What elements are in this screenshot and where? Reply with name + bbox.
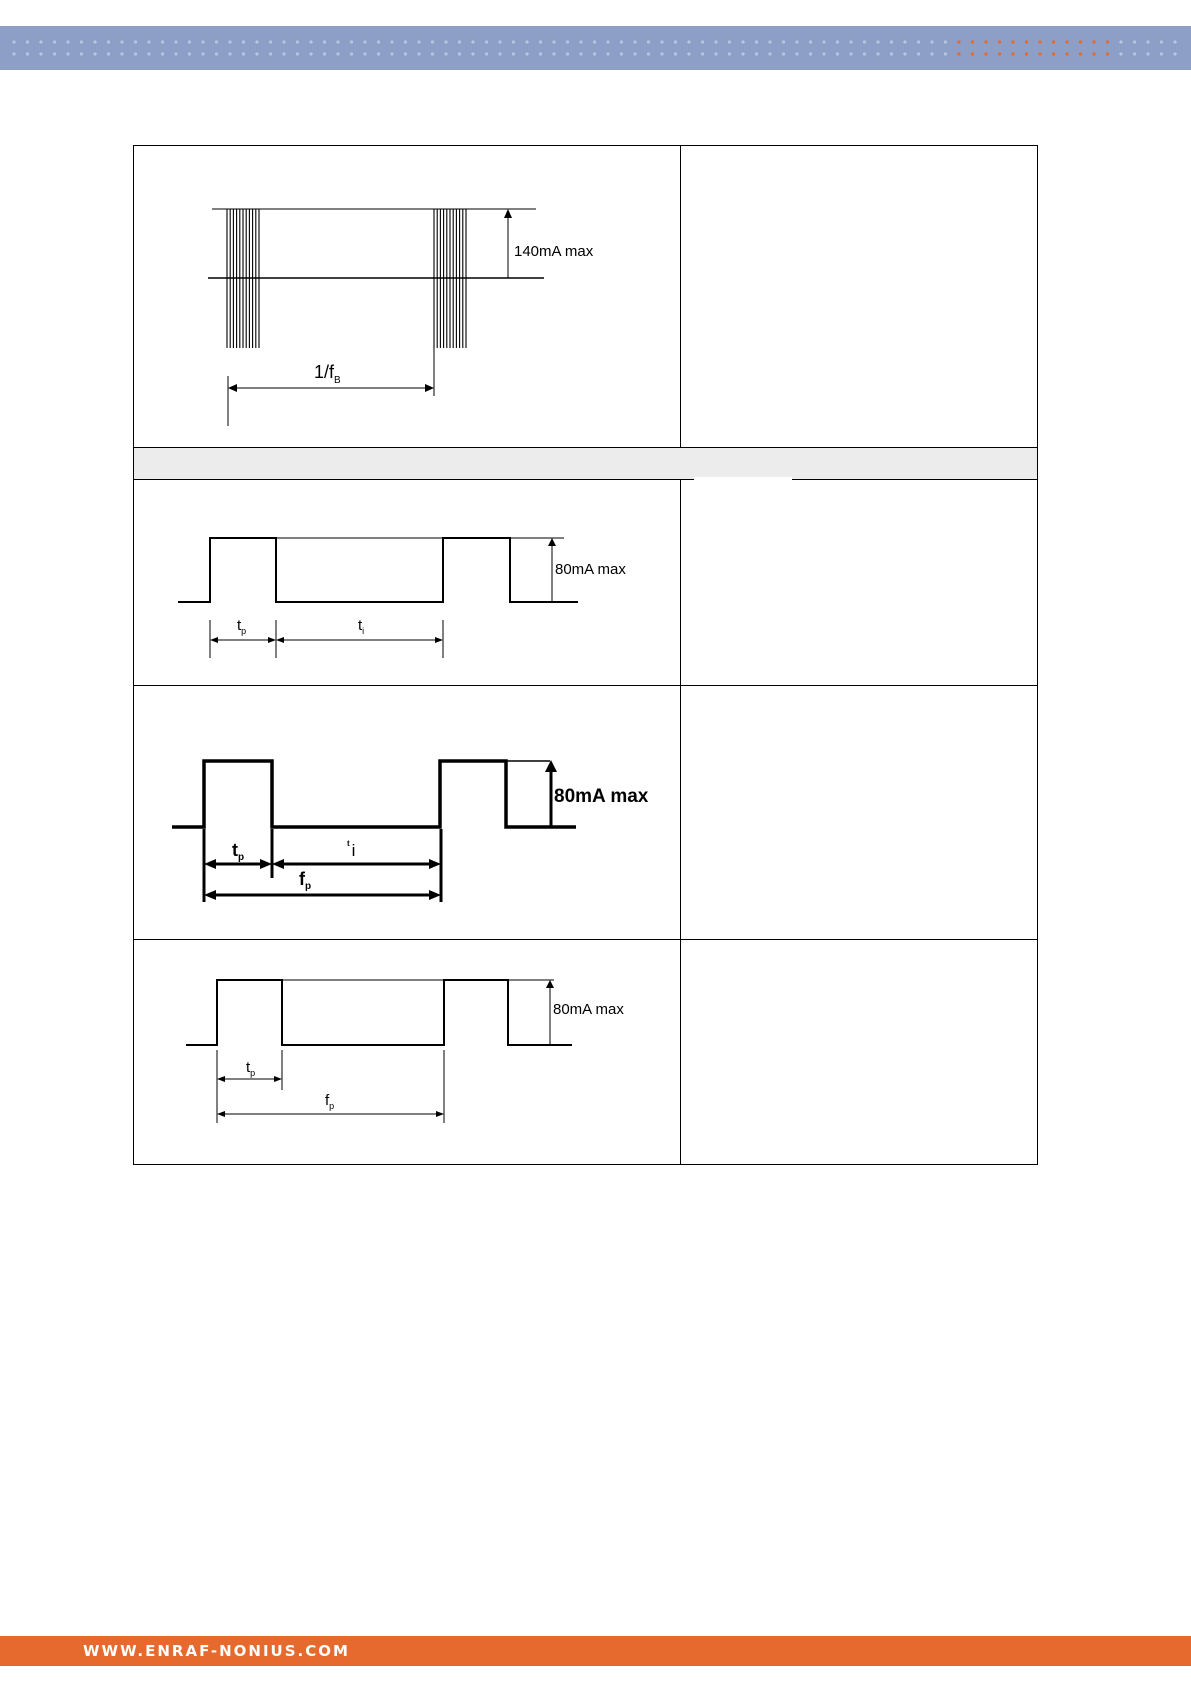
amplitude-label: 80mA max xyxy=(553,1001,624,1018)
burst-waveform-diagram xyxy=(134,146,681,448)
header-dot-pattern xyxy=(0,26,1191,70)
period-label: $1/f_B$ xyxy=(314,362,341,386)
section-band xyxy=(134,448,1037,480)
amplitude-label: 80mA max xyxy=(554,786,649,807)
table-row xyxy=(134,686,1037,940)
description-cell xyxy=(681,940,1037,1164)
pulse-duration-label: $t_p$ xyxy=(237,617,247,636)
interval-label: $t_i$ xyxy=(358,617,365,636)
amplitude-label: 80mA max xyxy=(555,561,626,578)
footer-band xyxy=(0,1636,1191,1666)
pulse-duration-label: $t_p$ xyxy=(246,1059,256,1078)
table-row xyxy=(134,146,1037,448)
amplitude-label: 140mA max xyxy=(514,243,594,260)
table-row xyxy=(134,940,1037,1164)
table-row xyxy=(134,480,1037,686)
description-cell xyxy=(681,686,1037,939)
bold-rectangular-waveform-diagram xyxy=(134,686,681,940)
waveform-cell xyxy=(134,686,681,939)
waveform-cell xyxy=(134,146,681,447)
interval-label: t i xyxy=(347,839,356,860)
frequency-label: $f_p$ xyxy=(325,1092,335,1111)
description-cell xyxy=(681,480,1037,685)
rectangular-waveform-diagram xyxy=(134,480,681,686)
frequency-label: $f_p$ xyxy=(299,869,312,892)
waveform-cell xyxy=(134,940,681,1164)
rectangular-frequency-waveform-diagram xyxy=(134,940,681,1164)
pulse-duration-label: $t_p$ xyxy=(232,840,245,863)
website-url: WWW.ENRAF-NONIUS.COM xyxy=(83,1642,350,1660)
waveform-table xyxy=(133,145,1038,1165)
header-band xyxy=(0,26,1191,70)
description-cell xyxy=(681,146,1037,447)
waveform-cell xyxy=(134,480,681,685)
